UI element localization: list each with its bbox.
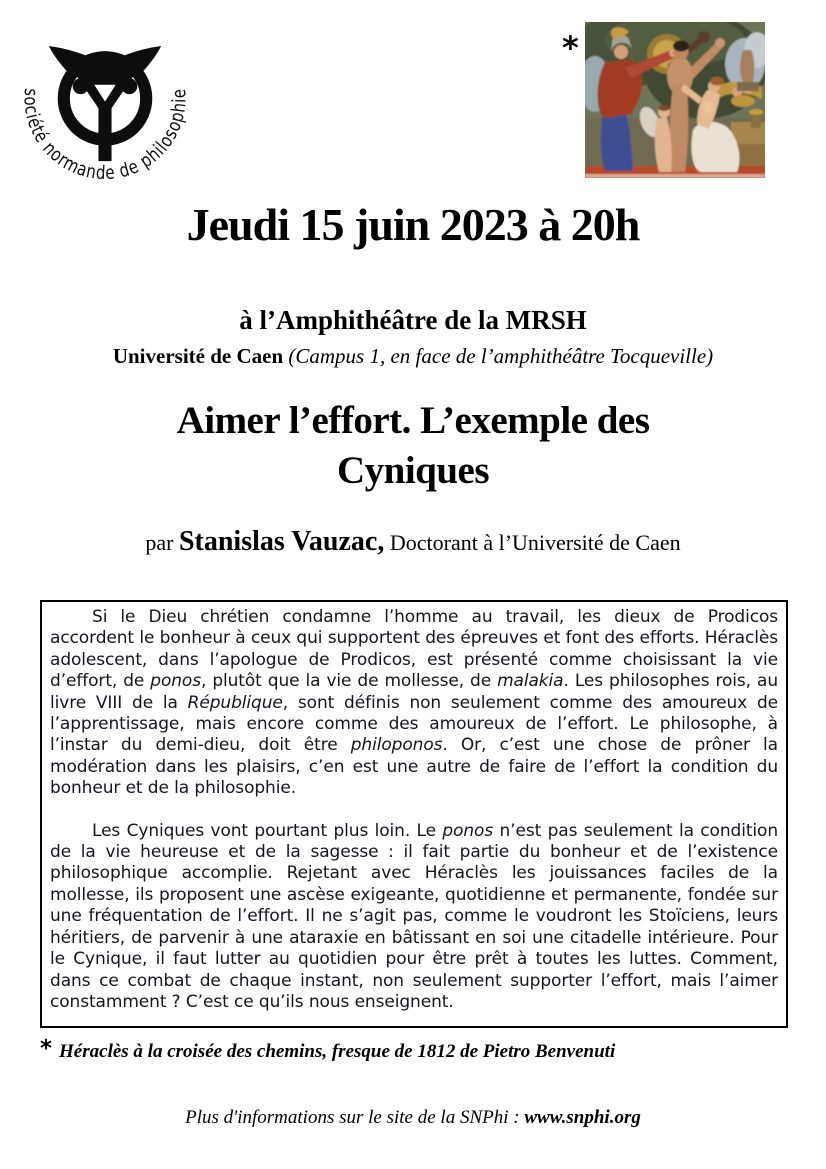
- abstract-paragraph-2: Les Cyniques vont pourtant plus loin. Le ponos n’est pas seulement la condition de la vie heureuse et de la sagesse : il fait partie du bonheur et de l’existence philosophique accomplie. Rejetant avec Héraclès les jouissances faciles de la mollesse, ils proposent une ascèse exigeante, quotidienne et permanente, fondée sur une fréquentation de l’effort. Il ne s’agit pas, comme le voudront les Stoïciens, leurs héritiers, de parvenir à une ataraxie en bâtissant en soi une citadelle intérieure. Pour le Cynique, il faut lutter au quotidien pour être prêt à toutes les luttes. Comment, dans ce combat de chaque instant, non seulement supporter l’effort, mais l’aimer constamment ? C’est ce qu’ils nous enseignent.: [50, 820, 778, 1012]
- abstract-paragraph-1: Si le Dieu chrétien condamne l’homme au travail, les dieux de Prodicos accordent le bonheur à ceux qui supportent des épreuves et font des efforts. Héraclès adolescent, dans l’apologue de Prodicos, est présenté comme choisissant la vie d’effort, de ponos, plutôt que la vie de mollesse, de malakia. Les philosophes rois, au livre VIII de la République, sont définis non seulement comme des amoureux de l’apprentissage, mais encore comme des amoureux de l’effort. Le philosophe, à l’instar du demi-dieu, doit être philoponos. Or, c’est une chose de prôner la modération dans les plaisirs, c’en est une autre de faire de l’effort la condition du bonheur et de la philosophie.: [50, 607, 779, 799]
- owl-phi-icon: [8, 16, 202, 192]
- painting-footnote: [40, 1036, 615, 1063]
- university-line: [0, 344, 826, 369]
- speaker-name: Stanislas Vauzac,: [178, 526, 385, 557]
- footnote-asterisk: *: [40, 1036, 53, 1062]
- footer-prefix: Plus d'informations sur le site de la SNPhi :: [185, 1107, 525, 1128]
- talk-title: [0, 396, 826, 496]
- event-date-title: Jeudi 15 juin 2023 à 20h: [186, 199, 640, 250]
- footnote-text: Héraclès à la croisée des chemins, fresque de 1812 de Pietro Benvenuti: [59, 1041, 616, 1062]
- venue-line: à l’Amphithéâtre de la MRSH: [239, 305, 587, 335]
- campus-note: (Campus 1, en face de l’amphithéâtre Tocqueville): [283, 344, 714, 368]
- university-name: Université de Caen: [112, 344, 284, 368]
- speaker-line: [0, 526, 826, 558]
- painting-asterisk-marker: *: [562, 29, 579, 67]
- speaker-prefix: par: [145, 530, 179, 555]
- snphi-logo: [8, 16, 202, 192]
- painting-image: [585, 22, 765, 178]
- speaker-role: Doctorant à l’Université de Caen: [384, 530, 681, 555]
- footer-info-line: [0, 1107, 826, 1129]
- snphi-website-link[interactable]: www.snphi.org: [524, 1107, 641, 1128]
- hercules-crossroads-painting: [585, 22, 765, 178]
- abstract-text-box: [40, 600, 788, 1028]
- talk-title-line2: Cyniques: [336, 449, 490, 492]
- logo-arc-text: société normande de philosophie: [19, 85, 191, 185]
- talk-title-line1: Aimer l’effort. L’exemple des: [176, 399, 650, 442]
